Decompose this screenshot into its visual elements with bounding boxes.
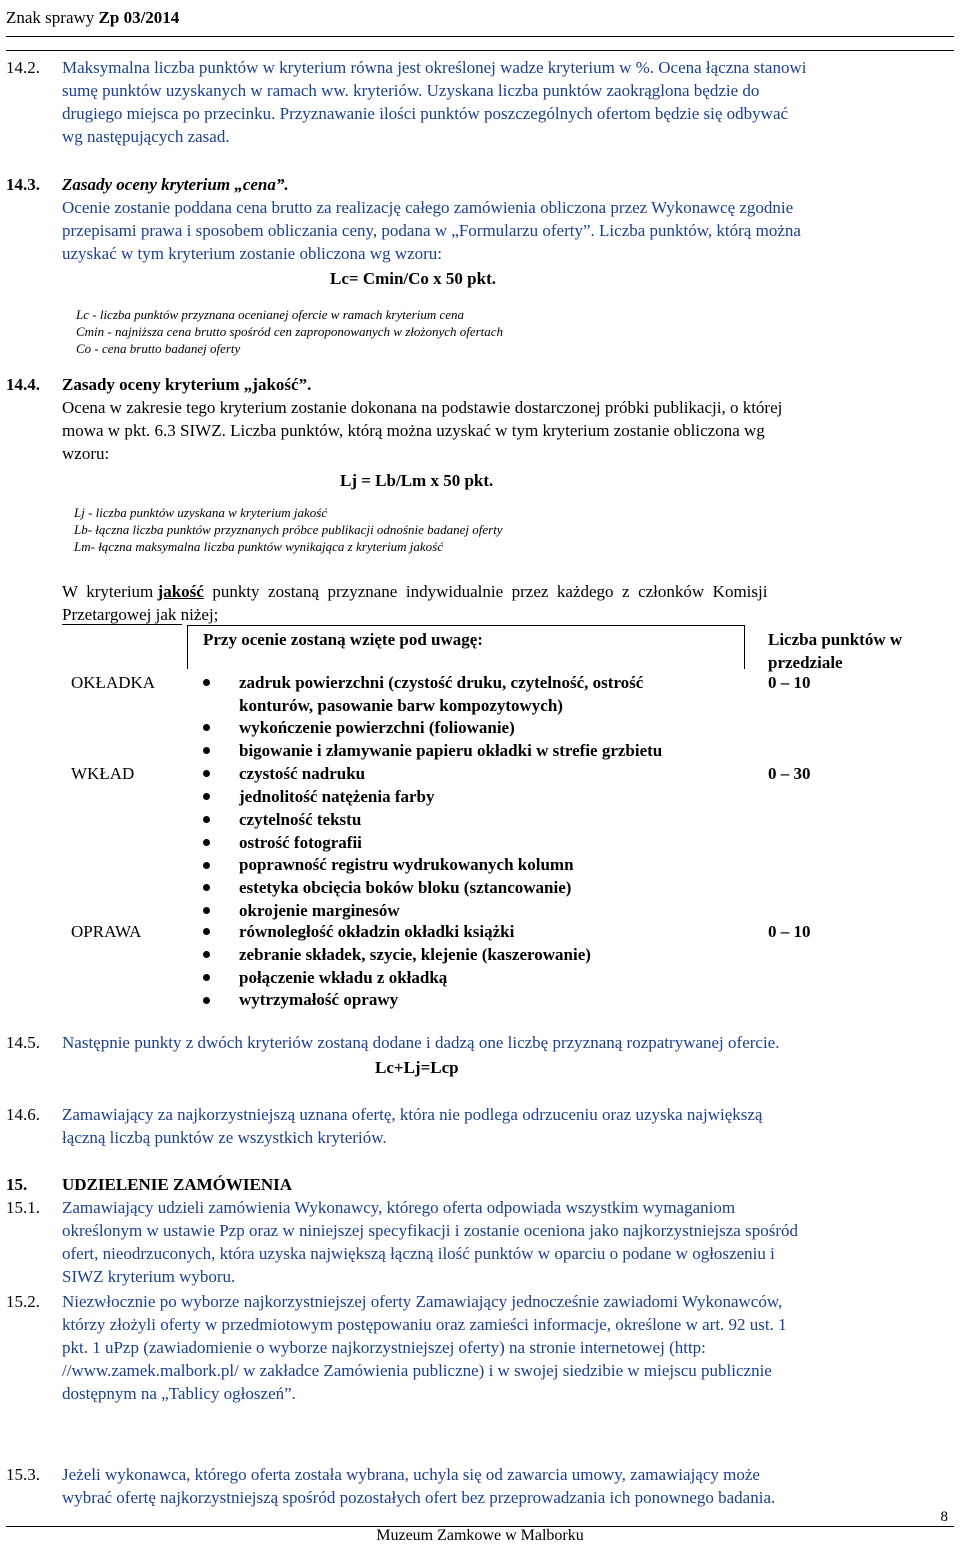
section-number: 15.3. [6,1465,40,1484]
section-number: 14.4. [6,375,40,394]
case-number: Zp 03/2014 [98,8,180,27]
section-number: 15. [6,1175,28,1194]
criterion-item: czystość nadruku [239,764,366,783]
bullet-icon [203,951,210,958]
keyword-jakosc: jakość [157,582,204,601]
paragraph-14-4 [62,396,954,465]
text-line: Jeżeli wykonawca, którego oferta została wybrana, uchyla się od zawarcia umowy, zamawiający może [62,1465,760,1484]
page-number: 8 [940,1509,948,1525]
intro-underline [62,624,182,625]
legend-line: Cmin - najniższa cena brutto spośród cen zaproponowanych w złożonych ofertach [76,324,504,339]
footer-text: Muzeum Zamkowe w Malborku [376,1527,584,1544]
criterion-item-cont: konturów, pasowanie barw kompozytowych) [239,696,563,715]
text-line: dostępnym na „Tablicy ogłoszeń”. [62,1384,296,1403]
legend-line: Lb- łączna liczba punktów przyznanych próbce publikacji odnośnie badanej oferty [74,522,503,537]
legend-line: Co - cena brutto badanej oferty [76,341,241,356]
text-line: mowa w pkt. 6.3 SIWZ. Liczba punktów, którą można uzyskać w tym kryterium zostanie obliczona wg [62,421,765,440]
group-name-oprawa: OPRAWA [71,922,142,941]
section-title-cena: Zasady oceny kryterium „cena”. [62,175,289,194]
legend-cena [76,306,503,357]
text-line: wg następujących zasad. [62,127,230,146]
legend-line: Lj - liczba punktów uzyskana w kryterium jakość [74,505,328,520]
criterion-item: bigowanie i złamywanie papieru okładki w strefie grzbietu [239,741,663,760]
section-number: 14.2. [6,58,40,77]
text-run: punkty zostaną przyznane indywidualnie przez każdego z członków Komisji [203,582,768,601]
criterion-item: zadruk powierzchni (czystość druku, czytelność, ostrość [239,673,644,692]
section-number: 14.5. [6,1033,40,1052]
text-line: określonym w ustawie Pzp oraz w niniejszej specyfikacji i zostanie oceniona jako najkorzystniejsza spośród [62,1221,798,1240]
intro-jakosc [62,580,954,626]
criterion-item: czytelność tekstu [239,810,362,829]
group-range-wklad: 0 – 30 [768,764,811,783]
text-line: SIWZ kryterium wyboru. [62,1267,236,1286]
text-line: łączną liczbą punktów ze wszystkich kryteriów. [62,1128,387,1147]
bullet-icon [203,770,210,777]
criterion-item: poprawność registru wydrukowanych kolumn [239,855,574,874]
text-line: przepisami prawa i sposobem obliczania ceny, podana w „Formularzu oferty”. Liczba punktów, którą można [62,221,801,240]
criterion-item: równoległość okładzin okładki książki [239,922,515,941]
text-line: Ocenie zostanie poddana cena brutto za realizację całego zamówienia obliczona przez Wykonawcę zgodnie [62,198,794,217]
group-name-wklad: WKŁAD [71,764,135,783]
paragraph-15-2 [62,1290,954,1405]
section-number: 15.1. [6,1198,40,1217]
formula-jakosc: Lj = Lb/Lm x 50 pkt. [340,471,494,490]
section-number: 14.3. [6,175,40,194]
text-line: Ocena w zakresie tego kryterium zostanie dokonana na podstawie dostarczonej próbki publikacji, o której [62,398,783,417]
table-divider [744,625,745,669]
criterion-item: ostrość fotografii [239,833,362,852]
section-number: 15.2. [6,1292,40,1311]
section-title-jakosc: Zasady oceny kryterium „jakość”. [62,375,312,394]
table-head-rule [188,625,744,626]
criterion-item: okrojenie marginesów [239,901,400,920]
section-title-udzielenie: UDZIELENIE ZAMÓWIENIA [62,1175,293,1194]
text-line: wybrać ofertę najkorzystniejszą spośród pozostałych ofert bez przeprowadzania ich ponownego badania. [62,1488,776,1507]
bullet-icon [203,974,210,981]
text-line: //www.zamek.malbork.pl/ w zakładce Zamówienia publiczne) i w swojej siedzibie w miejscu publicznie [62,1361,772,1380]
bullet-icon [203,747,210,754]
text-line: sumę punktów uzyskanych w ramach ww. kryteriów. Uzyskana liczba punktów zaokrąglona będzie do [62,81,760,100]
header-line: Liczba punktów w [768,630,903,649]
text-line: ofert, nieodrzuconych, która uzyska największą łączną ilość punktów w oparciu o podane w ogłoszeniu i [62,1244,775,1263]
table-header-criteria: Przy ocenie zostaną wzięte pod uwagę: [203,630,483,649]
bullet-icon [203,793,210,800]
text-line: którzy złożyli oferty w przedmiotowym postępowaniu oraz zamieści informacje, określone w art. 92 ust. 1 [62,1315,787,1334]
text-line [62,580,954,603]
bullet-icon [203,907,210,914]
text-line: wzoru: [62,444,110,463]
bullet-icon [203,997,210,1004]
bullet-icon [203,884,210,891]
text-line: drugiego miejsca po przecinku. Przyznawanie ilości punktów poszczególnych ofertom będzie się odbywać [62,104,789,123]
paragraph-14-3 [62,196,954,265]
legend-jakosc [74,504,503,555]
criterion-item: połączenie wkładu z okładką [239,968,448,987]
bullet-icon [203,679,210,686]
paragraph-14-2 [62,56,954,148]
text-line: pkt. 1 uPzp (zawiadomienie o wyborze najkorzystniejszej oferty) na stronie internetowej (http: [62,1338,706,1357]
bullet-icon [203,724,210,731]
formula-cena: Lc= Cmin/Co x 50 pkt. [330,269,497,288]
criterion-item: wytrzymałość oprawy [239,990,399,1009]
case-label: Znak sprawy [6,8,95,27]
bullet-icon [203,816,210,823]
document-header [6,6,179,29]
criterion-item: wykończenie powierzchni (foliowanie) [239,718,515,737]
paragraph-15-1 [62,1196,954,1288]
paragraph-15-3 [62,1463,954,1509]
criterion-item: estetyka obcięcia boków bloku (sztancowanie) [239,878,572,897]
text-line: Niezwłocznie po wyborze najkorzystniejszej oferty Zamawiający jednocześnie zawiadomi Wykonawców, [62,1292,783,1311]
group-range-okladka: 0 – 10 [768,673,811,692]
group-name-okladka: OKŁADKA [71,673,156,692]
header-rule-2 [6,50,954,51]
text-line: Przetargowej jak niżej; [62,605,219,624]
table-divider [187,625,188,669]
group-range-oprawa: 0 – 10 [768,922,811,941]
text-line: Maksymalna liczba punktów w kryterium równa jest określonej wadze kryterium w %. Ocena łączna stanowi [62,58,807,77]
section-number: 14.6. [6,1105,40,1124]
text-line: uzyskać w tym kryterium zostanie obliczona wg wzoru: [62,244,443,263]
table-header-points [768,628,902,674]
bullet-icon [203,839,210,846]
paragraph-14-5: Następnie punkty z dwóch kryteriów zostaną dodane i dadzą one liczbę przyznaną rozpatrywanej ofercie. [62,1033,780,1052]
criterion-item: zebranie składek, szycie, klejenie (kaszerowanie) [239,945,591,964]
paragraph-14-6 [62,1103,954,1149]
bullet-icon [203,928,210,935]
header-rule [6,36,954,37]
legend-line: Lc - liczba punktów przyznana ocenianej ofercie w ramach kryterium cena [76,307,464,322]
legend-line: Lm- łączna maksymalna liczba punktów wynikająca z kryterium jakość [74,539,443,554]
text-line: Zamawiający udzieli zamówienia Wykonawcy, którego oferta odpowiada wszystkim wymaganiom [62,1198,736,1217]
text-line: Zamawiający za najkorzystniejszą uznana ofertę, która nie podlega odrzuceniu oraz uzyska największą [62,1105,763,1124]
header-line: przedziale [768,653,843,672]
criterion-item: jednolitość natężenia farby [239,787,435,806]
text-run: W kryterium [62,582,158,601]
bullet-icon [203,862,210,869]
formula-total: Lc+Lj=Lcp [375,1058,459,1077]
